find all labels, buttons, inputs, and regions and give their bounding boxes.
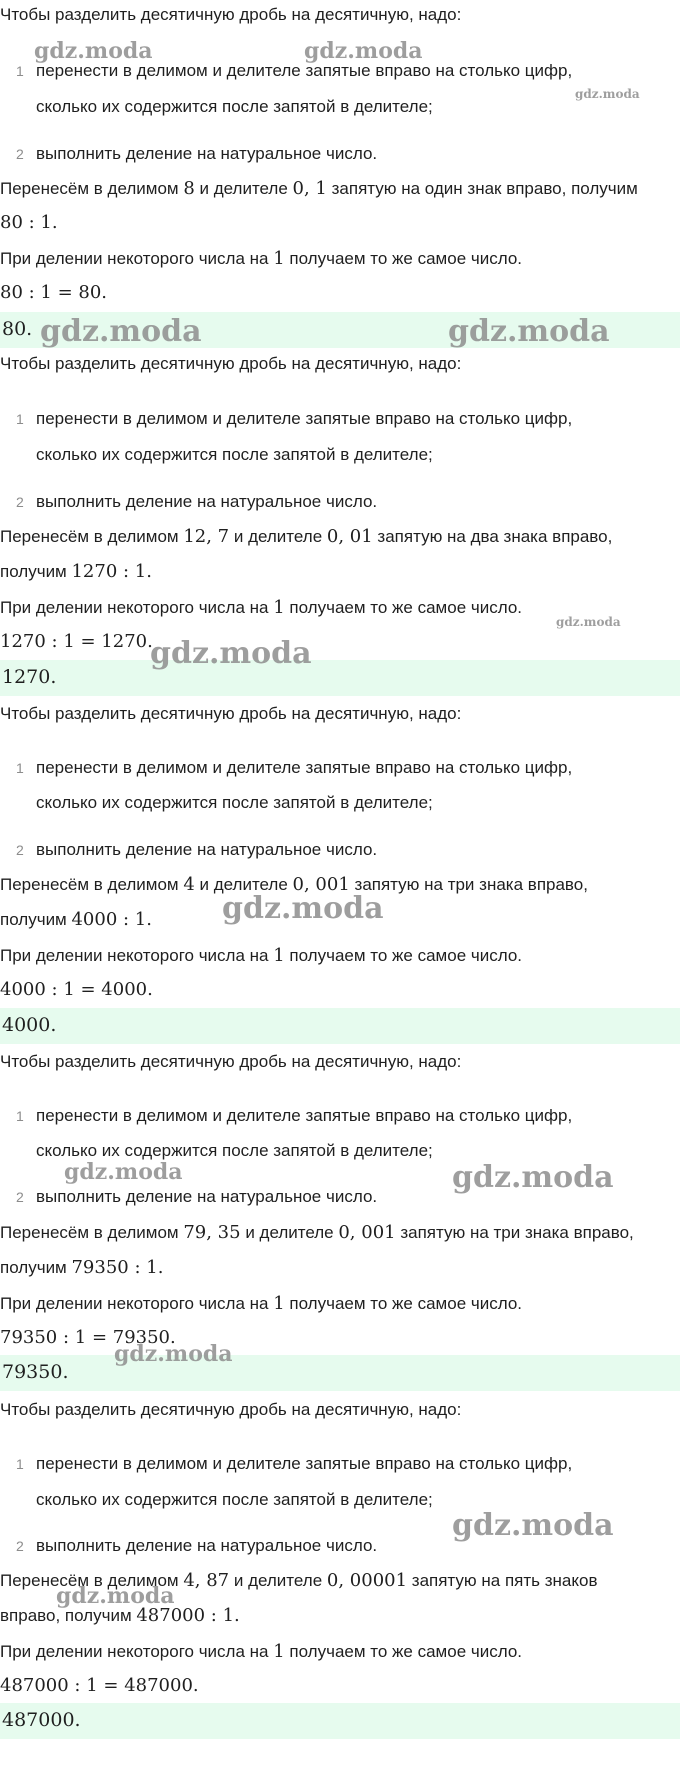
step-item-2: [16, 1535, 377, 1557]
answer-value: 80.: [2, 318, 33, 340]
transfer-mid: и делителе: [194, 179, 293, 198]
rule-post: получаем то же самое число.: [284, 1642, 523, 1661]
rule-one: 1: [273, 945, 285, 966]
step-text: перенести в делимом и делителе запятые вправо на столько цифр,: [36, 758, 573, 777]
equation: 80 : 1 = 80.: [0, 282, 108, 303]
rule-one: 1: [273, 1641, 285, 1662]
intro-text: Чтобы разделить десятичную дробь на десятичную, надо:: [0, 1400, 462, 1419]
rule-text: [0, 248, 522, 270]
watermark: gdz.moda: [34, 38, 153, 64]
step-number: 2: [16, 842, 24, 858]
transfer-mid: и делителе: [229, 527, 327, 546]
watermark: gdz.moda: [575, 87, 640, 101]
rule-one: 1: [273, 1293, 285, 1314]
step-item-1: [16, 408, 572, 430]
watermark: gdz.moda: [56, 1583, 175, 1609]
equation: 1270 : 1 = 1270.: [0, 631, 153, 652]
step-number: 1: [16, 63, 24, 79]
transfer-pre: Перенесём в делимом: [0, 1223, 184, 1242]
step-item-1: [16, 1453, 572, 1475]
step-number: 1: [16, 760, 24, 776]
result-expression: 80 : 1.: [0, 212, 58, 233]
divisor-value: 0, 001: [292, 874, 350, 895]
dividend-value: 4: [183, 874, 195, 895]
watermark: gdz.moda: [304, 38, 423, 64]
result-pre: вправо, получим: [0, 1606, 137, 1625]
step-text: выполнить деление на натуральное число.: [36, 840, 378, 859]
watermark: gdz.moda: [114, 1341, 233, 1367]
answer-box: [0, 660, 680, 696]
watermark: gdz.moda: [448, 314, 610, 349]
answer-value: 4000.: [2, 1014, 57, 1036]
step-item-2: [16, 1186, 377, 1208]
watermark: gdz.moda: [150, 636, 312, 671]
transfer-mid: и делителе: [229, 1571, 327, 1590]
step-number: 1: [16, 1456, 24, 1472]
step-item-2: [16, 143, 377, 165]
rule-post: получаем то же самое число.: [284, 249, 523, 268]
dividend-value: 8: [183, 178, 195, 199]
step-text: перенести в делимом и делителе запятые вправо на столько цифр,: [36, 1106, 573, 1125]
watermark: gdz.moda: [452, 1508, 614, 1543]
transfer-mid: и делителе: [194, 875, 293, 894]
divisor-value: 0, 01: [326, 526, 373, 547]
divisor-value: 0, 00001: [326, 1570, 408, 1591]
equation: 4000 : 1 = 4000.: [0, 979, 153, 1000]
divisor-value: 0, 001: [338, 1222, 396, 1243]
step-number: 2: [16, 494, 24, 510]
transfer-pre: Перенесём в делимом: [0, 527, 184, 546]
transfer-post: запятую на два знака вправо,: [372, 527, 613, 546]
rule-pre: При делении некоторого числа на: [0, 598, 274, 617]
step-number: 2: [16, 1538, 24, 1554]
step-continuation: сколько их содержится после запятой в делителе;: [36, 793, 433, 812]
answer-value: 1270.: [2, 666, 57, 688]
rule-text: [0, 945, 522, 967]
transfer-post: запятую на пять знаков: [407, 1571, 598, 1590]
intro-text: Чтобы разделить десятичную дробь на десятичную, надо:: [0, 1052, 462, 1071]
transfer-post: запятую на три знака вправо,: [395, 1223, 634, 1242]
rule-text: [0, 1641, 522, 1663]
result-pre: получим: [0, 910, 72, 929]
step-number: 1: [16, 1108, 24, 1124]
result-pre: получим: [0, 1258, 72, 1277]
rule-pre: При делении некоторого числа на: [0, 1294, 274, 1313]
rule-post: получаем то же самое число.: [284, 598, 523, 617]
rule-post: получаем то же самое число.: [284, 946, 523, 965]
equation: 487000 : 1 = 487000.: [0, 1675, 199, 1696]
step-text: перенести в делимом и делителе запятые вправо на столько цифр,: [36, 409, 573, 428]
result-expression: 4000 : 1.: [71, 909, 152, 930]
rule-pre: При делении некоторого числа на: [0, 946, 274, 965]
watermark: gdz.moda: [64, 1159, 183, 1185]
step-item-1: [16, 757, 572, 779]
step-number: 1: [16, 411, 24, 427]
step-number: 2: [16, 146, 24, 162]
watermark: gdz.moda: [222, 891, 384, 926]
step-item-2: [16, 491, 377, 513]
transfer-mid: и делителе: [240, 1223, 339, 1242]
divisor-value: 0, 1: [292, 178, 327, 199]
answer-box: [0, 1355, 680, 1391]
step-continuation: сколько их содержится после запятой в делителе;: [36, 97, 433, 116]
watermark: gdz.moda: [556, 615, 621, 629]
rule-pre: При делении некоторого числа на: [0, 249, 274, 268]
result-expression: 487000 : 1.: [136, 1605, 240, 1626]
transfer-pre: Перенесём в делимом: [0, 875, 184, 894]
step-continuation: сколько их содержится после запятой в делителе;: [36, 1141, 433, 1160]
equation: 79350 : 1 = 79350.: [0, 1327, 176, 1348]
answer-value: 79350.: [2, 1361, 69, 1383]
result-expression: 79350 : 1.: [71, 1257, 164, 1278]
result-line: [0, 212, 58, 234]
step-text: выполнить деление на натуральное число.: [36, 1187, 378, 1206]
intro-text: Чтобы разделить десятичную дробь на десятичную, надо:: [0, 5, 462, 24]
result-line: [0, 561, 152, 583]
transfer-pre: Перенесём в делимом: [0, 1571, 184, 1590]
step-text: выполнить деление на натуральное число.: [36, 492, 378, 511]
watermark: gdz.moda: [452, 1160, 614, 1195]
step-item-2: [16, 839, 377, 861]
result-pre: получим: [0, 562, 72, 581]
step-text: перенести в делимом и делителе запятые вправо на столько цифр,: [36, 1454, 573, 1473]
result-expression: 1270 : 1.: [71, 561, 152, 582]
step-number: 2: [16, 1189, 24, 1205]
step-continuation: сколько их содержится после запятой в делителе;: [36, 1490, 433, 1509]
intro-text: Чтобы разделить десятичную дробь на десятичную, надо:: [0, 354, 462, 373]
step-text: выполнить деление на натуральное число.: [36, 1536, 378, 1555]
rule-pre: При делении некоторого числа на: [0, 1642, 274, 1661]
watermark: gdz.moda: [40, 314, 202, 349]
dividend-value: 12, 7: [183, 526, 230, 547]
transfer-post: запятую на три знака вправо,: [349, 875, 588, 894]
rule-post: получаем то же самое число.: [284, 1294, 523, 1313]
step-text: выполнить деление на натуральное число.: [36, 144, 378, 163]
transfer-pre: Перенесём в делимом: [0, 179, 184, 198]
answer-box: [0, 1008, 680, 1044]
rule-one: 1: [273, 597, 285, 618]
result-line: [0, 1257, 163, 1279]
step-continuation: сколько их содержится после запятой в делителе;: [36, 445, 433, 464]
answer-value: 487000.: [2, 1709, 81, 1731]
transfer-text: [0, 526, 612, 548]
dividend-value: 4, 87: [183, 1570, 230, 1591]
intro-text: Чтобы разделить десятичную дробь на десятичную, надо:: [0, 704, 462, 723]
rule-one: 1: [273, 248, 285, 269]
transfer-text: [0, 178, 638, 200]
transfer-post: запятую на один знак вправо, получим: [326, 179, 638, 198]
dividend-value: 79, 35: [183, 1222, 241, 1243]
step-text: перенести в делимом и делителе запятые вправо на столько цифр,: [36, 61, 573, 80]
result-line: [0, 909, 152, 931]
answer-box: [0, 1703, 680, 1739]
transfer-text: [0, 1222, 634, 1244]
rule-text: [0, 597, 522, 619]
rule-text: [0, 1293, 522, 1315]
step-item-1: [16, 1105, 572, 1127]
